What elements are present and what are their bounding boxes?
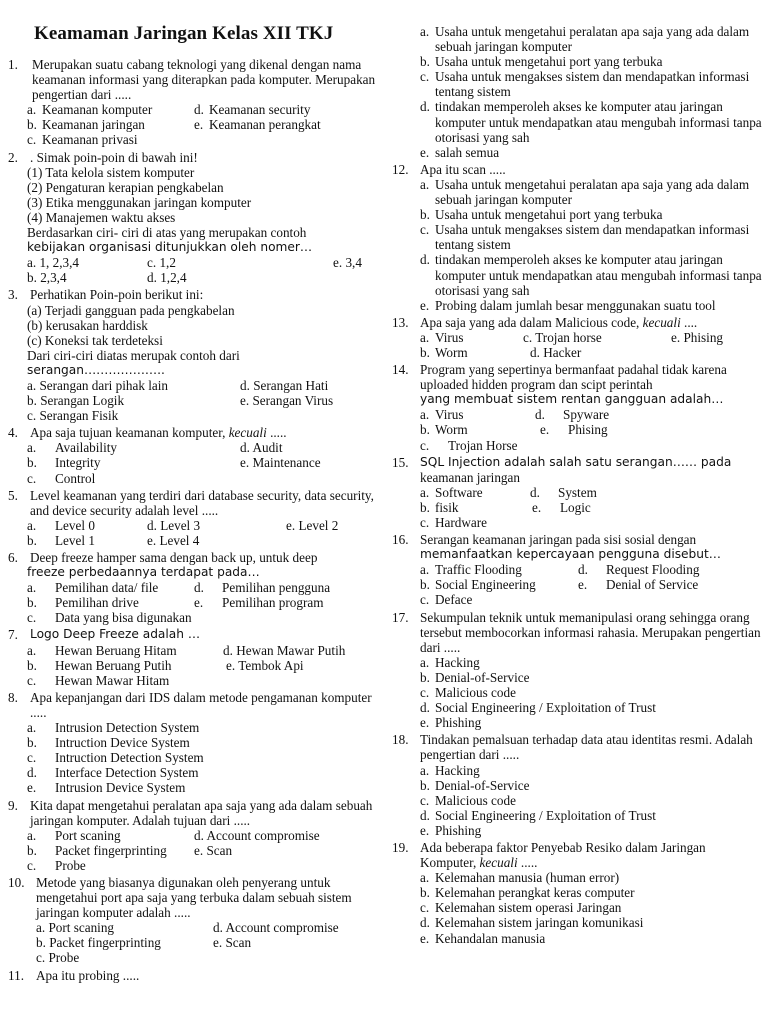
option-a: a. Usaha untuk mengetahui peralatan apa saja yang ada dalam sebuah jaringan komputer xyxy=(420,176,750,208)
option-d: d. 1,2,4 xyxy=(147,270,187,286)
option-c: c. Kelemahan sistem operasi Jaringan xyxy=(420,900,622,916)
question-text: Ada beberapa faktor Penyebab Resiko dalam Jaringan Komputer, kecuali ..... xyxy=(420,839,706,871)
question-text-continued: freeze perbedaannya terdapat pada… xyxy=(27,565,260,580)
statement: Berdasarkan ciri- ciri di atas yang merupakan contoh xyxy=(27,225,307,241)
option-b: b. Integrity xyxy=(27,455,101,471)
option-b: b. Hewan Beruang Putih xyxy=(27,657,172,673)
option-d: d. Kelemahan sistem jaringan komunikasi xyxy=(420,915,644,931)
option-e: e. salah semua xyxy=(420,144,500,160)
right-column xyxy=(392,24,762,948)
left-column xyxy=(8,57,380,985)
question-number: 10. xyxy=(8,874,25,890)
question-number: 2. xyxy=(8,149,18,165)
option-a: a. Usaha untuk mengetahui peralatan apa saja yang ada dalam sebuah jaringan komputer xyxy=(420,24,750,55)
question-12 xyxy=(392,162,762,313)
option-a: a. Software xyxy=(420,484,483,500)
question-number: 8. xyxy=(8,689,18,705)
question-15 xyxy=(392,455,762,530)
option-b: b. Denial-of-Service xyxy=(420,669,530,685)
question-14 xyxy=(392,362,762,453)
question-text: Apa saja yang ada dalam Malicious code, kecuali .... xyxy=(420,314,698,330)
question-number: 13. xyxy=(392,314,409,330)
option-c: c. Intruction Detection System xyxy=(27,750,204,766)
option-a: a. Level 0 xyxy=(27,517,95,533)
option-b: b. Keamanan jaringan xyxy=(27,117,145,133)
option-c: c. Probe xyxy=(36,950,80,966)
question-text: Program yang sepertinya bermanfaat padahal tidak karena uploaded hidden program dan scipt perintah xyxy=(420,362,727,393)
option-a: a. Intrusion Detection System xyxy=(27,720,200,736)
question-3 xyxy=(8,287,380,423)
option-c: c. 1,2 xyxy=(147,255,176,271)
statement: serangan……………….. xyxy=(27,362,165,377)
option-d: d. System xyxy=(530,484,597,500)
question-4 xyxy=(8,425,380,485)
option-e: e. 3,4 xyxy=(333,255,362,271)
statement: kebijakan organisasi ditunjukkan oleh nomer… xyxy=(27,240,313,255)
option-a: a. Hewan Beruang Hitam xyxy=(27,642,177,658)
option-c: c. Malicious code xyxy=(420,685,516,701)
statement: (c) Koneksi tak terdeteksi xyxy=(27,332,163,348)
question-number: 16. xyxy=(392,532,409,548)
question-number: 15. xyxy=(392,454,409,470)
option-d: d. Pemilihan pengguna xyxy=(194,580,331,596)
option-d: d. Serangan Hati xyxy=(240,377,329,393)
option-a: a. Port scaning xyxy=(36,920,115,936)
question-text-continued: memanfaatkan kepercayaan pengguna disebut… xyxy=(420,547,721,562)
option-a: a. Hacking xyxy=(420,762,480,778)
option-d: d. Request Flooding xyxy=(578,562,700,578)
question-10 xyxy=(8,875,380,966)
question-1 xyxy=(8,57,380,148)
option-b: b. Pemilihan drive xyxy=(27,595,139,611)
question-text: Apa itu probing ..... xyxy=(36,967,140,983)
option-d: d. Interface Detection System xyxy=(27,765,199,781)
question-text: Perhatikan Poin-poin berikut ini: xyxy=(30,287,204,303)
question-number: 19. xyxy=(392,839,409,855)
question-text: Metode yang biasanya digunakan oleh penyerang untuk mengetahui port apa saja yang terbuka dalam sebuah sistem jaringan komputer adalah ..... xyxy=(36,874,352,921)
question-text: Tindakan pemalsuan terhadap data atau identitas resmi. Adalah pengertian dari ..... xyxy=(420,732,753,763)
statement: (b) kerusakan harddisk xyxy=(27,317,148,333)
question-text-continued: yang membuat sistem rentan gangguan adalah… xyxy=(420,392,724,407)
question-11-options xyxy=(392,24,762,160)
option-e: e. Logic xyxy=(532,499,591,515)
question-text: Apa itu scan ..... xyxy=(420,161,506,177)
statement: (a) Terjadi gangguan pada pengkabelan xyxy=(27,302,235,318)
option-d: d. Spyware xyxy=(535,407,610,423)
option-a: a. Hacking xyxy=(420,654,480,670)
option-a: a. Port scaning xyxy=(27,827,121,843)
question-7 xyxy=(8,627,380,687)
question-text: SQL Injection adalah salah satu serangan…… pada xyxy=(420,454,732,469)
option-c: c. Malicious code xyxy=(420,792,516,808)
question-number: 6. xyxy=(8,550,18,565)
option-d: d. Social Engineering / Exploitation of Trust xyxy=(420,700,656,716)
question-number: 3. xyxy=(8,287,18,303)
question-5 xyxy=(8,488,380,548)
question-19 xyxy=(392,840,762,946)
question-8 xyxy=(8,690,380,796)
option-b: b. Worm xyxy=(420,344,468,360)
option-c: c. Usaha untuk mengakses sistem dan mendapatkan informasi tentang sistem xyxy=(420,69,750,100)
option-a: a. Virus xyxy=(420,329,464,345)
option-b: b. Worm xyxy=(420,422,468,438)
option-a: a. Serangan dari pihak lain xyxy=(27,377,168,393)
question-number: 9. xyxy=(8,797,18,813)
option-e: e. Scan xyxy=(213,935,252,951)
option-e: e. Level 2 xyxy=(286,517,339,533)
option-c: c. Trojan horse xyxy=(523,329,602,345)
question-text-continued: keamanan jaringan xyxy=(420,469,520,485)
question-number: 17. xyxy=(392,609,409,625)
question-number: 14. xyxy=(392,362,409,378)
option-d: d. Social Engineering / Exploitation of Trust xyxy=(420,807,656,823)
question-text: Apa saja tujuan keamanan komputer, kecuali ..... xyxy=(30,425,287,441)
question-16 xyxy=(392,532,762,607)
option-e: e. Intrusion Device System xyxy=(27,780,186,796)
statement: (3) Etika menggunakan jaringan komputer xyxy=(27,194,252,210)
question-number: 1. xyxy=(8,57,18,72)
option-b: b. Serangan Logik xyxy=(27,393,125,409)
question-number: 11. xyxy=(8,967,24,983)
option-e: e. Phising xyxy=(671,329,724,345)
question-text: Serangan keamanan jaringan pada sisi sosial dengan xyxy=(420,532,697,548)
option-c: c. Control xyxy=(27,470,96,486)
option-c: c. Trojan Horse xyxy=(420,437,518,453)
question-number: 5. xyxy=(8,487,18,503)
option-b: b. Usaha untuk mengetahui port yang terbuka xyxy=(420,54,663,70)
option-c: c. Keamanan privasi xyxy=(27,132,138,148)
option-b: b. fisik xyxy=(420,499,459,515)
option-a: a. Kelemahan manusia (human error) xyxy=(420,870,620,886)
page-title: Keamaman Jaringan Kelas XII TKJ xyxy=(34,23,334,44)
option-e: e. Probing dalam jumlah besar menggunakan suatu tool xyxy=(420,297,716,313)
option-b: b. Intruction Device System xyxy=(27,735,190,751)
option-e: e. Phishing xyxy=(420,822,482,838)
question-number: 18. xyxy=(392,732,409,748)
option-c: c. Probe xyxy=(27,857,86,873)
option-e: e. Tembok Api xyxy=(226,657,304,673)
option-c: c. Hewan Mawar Hitam xyxy=(27,672,170,688)
question-9 xyxy=(8,798,380,873)
statement: (4) Manajemen waktu akses xyxy=(27,209,176,225)
option-e: e. Phising xyxy=(540,422,608,438)
option-c: c. Usaha untuk mengakses sistem dan mendapatkan informasi tentang sistem xyxy=(420,222,750,253)
option-e: e. Maintenance xyxy=(240,455,321,471)
question-6 xyxy=(8,550,380,625)
option-c: c. Serangan Fisik xyxy=(27,408,119,424)
option-e: e. Denial of Service xyxy=(578,577,699,593)
option-d: d. Account compromise xyxy=(213,920,339,936)
option-b: b. Kelemahan perangkat keras computer xyxy=(420,885,635,901)
option-d: d. Hacker xyxy=(530,344,582,360)
option-a: a. 1, 2,3,4 xyxy=(27,255,80,271)
question-text: Level keamanan yang terdiri dari database security, data security, and device security adalah level ..... xyxy=(30,487,374,518)
question-text: Merupakan suatu cabang teknologi yang dikenal dengan nama keamanan informasi yang diterapkan pada komputer. Merupakan pengertian dari ..... xyxy=(32,57,376,103)
statement: Dari ciri-ciri diatas merupak contoh dari xyxy=(27,347,240,363)
option-a: a. Keamanan komputer xyxy=(27,102,153,118)
question-number: 12. xyxy=(392,161,409,177)
question-11 xyxy=(8,968,380,983)
statement: (1) Tata kelola sistem komputer xyxy=(27,164,195,180)
option-e: e. Kehandalan manusia xyxy=(420,930,546,946)
option-b: b. 2,3,4 xyxy=(27,270,67,286)
option-d: d. Hewan Mawar Putih xyxy=(223,642,346,658)
option-d: d. tindakan memperoleh akses ke komputer atau jaringan komputer untuk mendapatkan atau mengubah informasi tanpa otorisasi yang sah xyxy=(420,99,762,145)
option-e: e. Scan xyxy=(194,842,233,858)
option-d: d. Audit xyxy=(240,440,283,456)
option-d: d. tindakan memperoleh akses ke komputer atau jaringan komputer untuk mendapatkan atau mengubah informasi tanpa otorisasi yang sah xyxy=(420,252,762,298)
question-text: Sekumpulan teknik untuk memanipulasi orang sehingga orang tersebut membocorkan informasi rahasia. Merupakan pengertian dari ..... xyxy=(420,609,761,655)
option-a: a. Virus xyxy=(420,407,464,423)
option-b: b. Usaha untuk mengetahui port yang terbuka xyxy=(420,207,663,223)
question-number: 4. xyxy=(8,425,18,441)
option-e: e. Serangan Virus xyxy=(240,393,334,409)
option-b: b. Packet fingerprinting xyxy=(27,842,167,858)
option-b: b. Level 1 xyxy=(27,532,95,548)
question-number: 7. xyxy=(8,627,18,643)
option-a: a. Availability xyxy=(27,440,118,456)
option-b: b. Social Engineering xyxy=(420,577,536,593)
option-b: b. Denial-of-Service xyxy=(420,777,530,793)
option-e-alt: e. Level 4 xyxy=(147,532,200,548)
statement: (2) Pengaturan kerapian pengkabelan xyxy=(27,179,224,195)
option-e: e. Keamanan perangkat xyxy=(194,117,321,133)
option-d: d. Keamanan security xyxy=(194,102,311,118)
option-a: a. Traffic Flooding xyxy=(420,562,522,578)
option-d: d. Level 3 xyxy=(147,517,201,533)
question-13 xyxy=(392,315,762,360)
question-text: . Simak poin-poin di bawah ini! xyxy=(30,149,198,165)
option-c: c. Deface xyxy=(420,592,473,608)
option-c: c. Hardware xyxy=(420,515,487,530)
option-e: e. Pemilihan program xyxy=(194,595,324,611)
question-text: Logo Deep Freeze adalah … xyxy=(30,627,201,642)
question-18 xyxy=(392,732,762,838)
question-text: Apa kepanjangan dari IDS dalam metode pengamanan komputer ..... xyxy=(30,689,372,720)
option-a: a. Pemilihan data/ file xyxy=(27,580,159,596)
question-text: Kita dapat mengetahui peralatan apa saja yang ada dalam sebuah jaringan komputer. Adalah tujuan dari ..... xyxy=(30,797,373,828)
option-b: b. Packet fingerprinting xyxy=(36,935,161,951)
option-e: e. Phishing xyxy=(420,715,482,731)
question-17 xyxy=(392,610,762,731)
question-text: Deep freeze hamper sama dengan back up, untuk deep xyxy=(30,550,318,565)
question-2 xyxy=(8,150,380,286)
option-c: c. Data yang bisa digunakan xyxy=(27,610,192,626)
option-d: d. Account compromise xyxy=(194,827,320,843)
